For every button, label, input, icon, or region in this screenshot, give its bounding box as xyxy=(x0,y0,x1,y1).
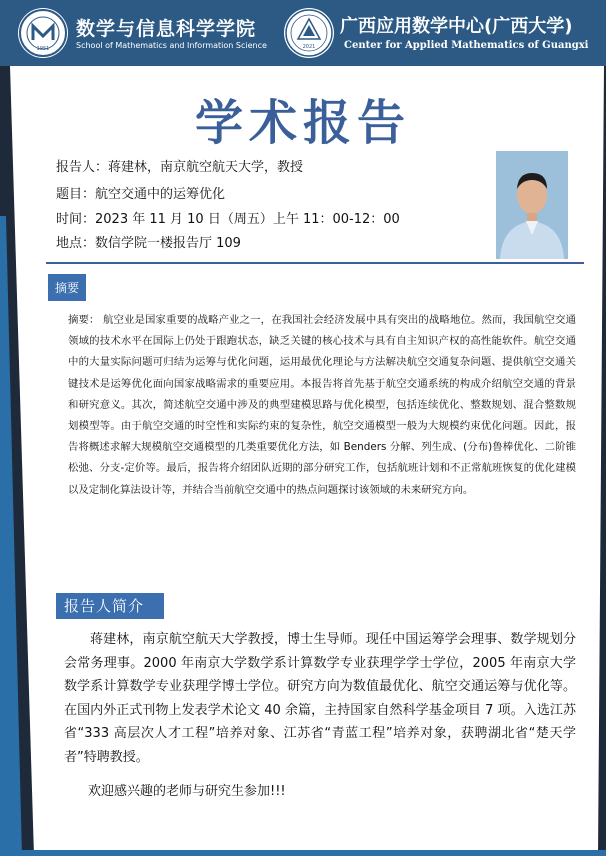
institution2-name-en: Center for Applied Mathematics of Guangxi xyxy=(344,40,589,51)
speaker-photo xyxy=(496,151,568,259)
right-decoration xyxy=(584,66,606,856)
institution2-name-cn: 广西应用数学中心(广西大学) xyxy=(340,16,573,37)
speaker-line: 报告人：蒋建林，南京航空航天大学，教授 xyxy=(56,160,304,175)
topic-line: 题目：航空交通中的运筹优化 xyxy=(56,187,226,202)
center-logo-icon xyxy=(284,8,334,58)
logo2-year: 2021 xyxy=(302,44,316,50)
logo1-year: 1951 xyxy=(36,46,50,52)
school-logo-icon xyxy=(18,8,68,58)
location-line: 地点：数信学院一楼报告厅 109 xyxy=(56,236,241,251)
bio-label: 报告人简介 xyxy=(56,593,164,619)
page-title: 学术报告 xyxy=(194,95,411,151)
institution1-name-en: School of Mathematics and Information Science xyxy=(76,41,267,50)
abstract-text: 摘要： 航空业是国家重要的战略产业之一，在我国社会经济发展中具有突出的战略地位。然而，我国航空交通领域的技术水平在国际上仍处于跟跑状态，缺乏关键的核心技术与具有自主知识产权的高性能软件。航空交通中的大量实际问题可归结为运筹与优化问题，运用最优化理论与方法解决航空交通复杂问题、提供航空交通关键技术是运筹优化面向国家战略需求的重要应用。本报告将首先基于航空交通系统的构成介绍航空交通的背景和研究意义。其次，简述航空交通中涉及的典型建模思路与优化模型，包括连续优化、整数规划、混合整数规划模型等。由于航空交通的时空性和实际约束的复杂性，航空交通模型一般为大规模约束优化问题。因此，报告将概述求解大规模航空交通模型的几类重要优化方法，如 Benders 分解、列生成、(分布)鲁棒优化、二阶锥松弛、分支-定价等。最后，报告将介绍团队近期的部分研究工作，包括航班计划和不正常航班恢复的优化建模以及定制化算法设计等，并结合当前航空交通中的热点问题探讨该领域的未来研究方向。 xyxy=(68,314,576,496)
header-banner xyxy=(0,0,606,66)
divider xyxy=(46,262,584,264)
bottom-bar xyxy=(0,850,606,856)
welcome-text: 欢迎感兴趣的老师与研究生参加!!! xyxy=(88,784,286,799)
time-line: 时间：2023 年 11 月 10 日（周五）上午 11：00-12：00 xyxy=(56,212,400,227)
bio-text: 蒋建林，南京航空航天大学教授，博士生导师。现任中国运筹学会理事、数学规划分会常务理事。2000 年南京大学数学系计算数学专业获理学学士学位，2005 年南京大学数学系计算数学专业获理学博士学位。研究方向为数值最优化、航空交通运筹与优化等。在国内外正式刊物上发表学术论文 40 余篇，主持国家自然科学基金项目 7 项。入选江苏省“333 高层次人才工程”培养对象、江苏省“青蓝工程”培养对象，获聘湖北省“楚天学者”特聘教授。 xyxy=(64,632,576,765)
left-decoration xyxy=(0,66,40,856)
abstract-label: 摘要 xyxy=(48,274,86,301)
institution1-name-cn: 数学与信息科学学院 xyxy=(76,18,257,40)
